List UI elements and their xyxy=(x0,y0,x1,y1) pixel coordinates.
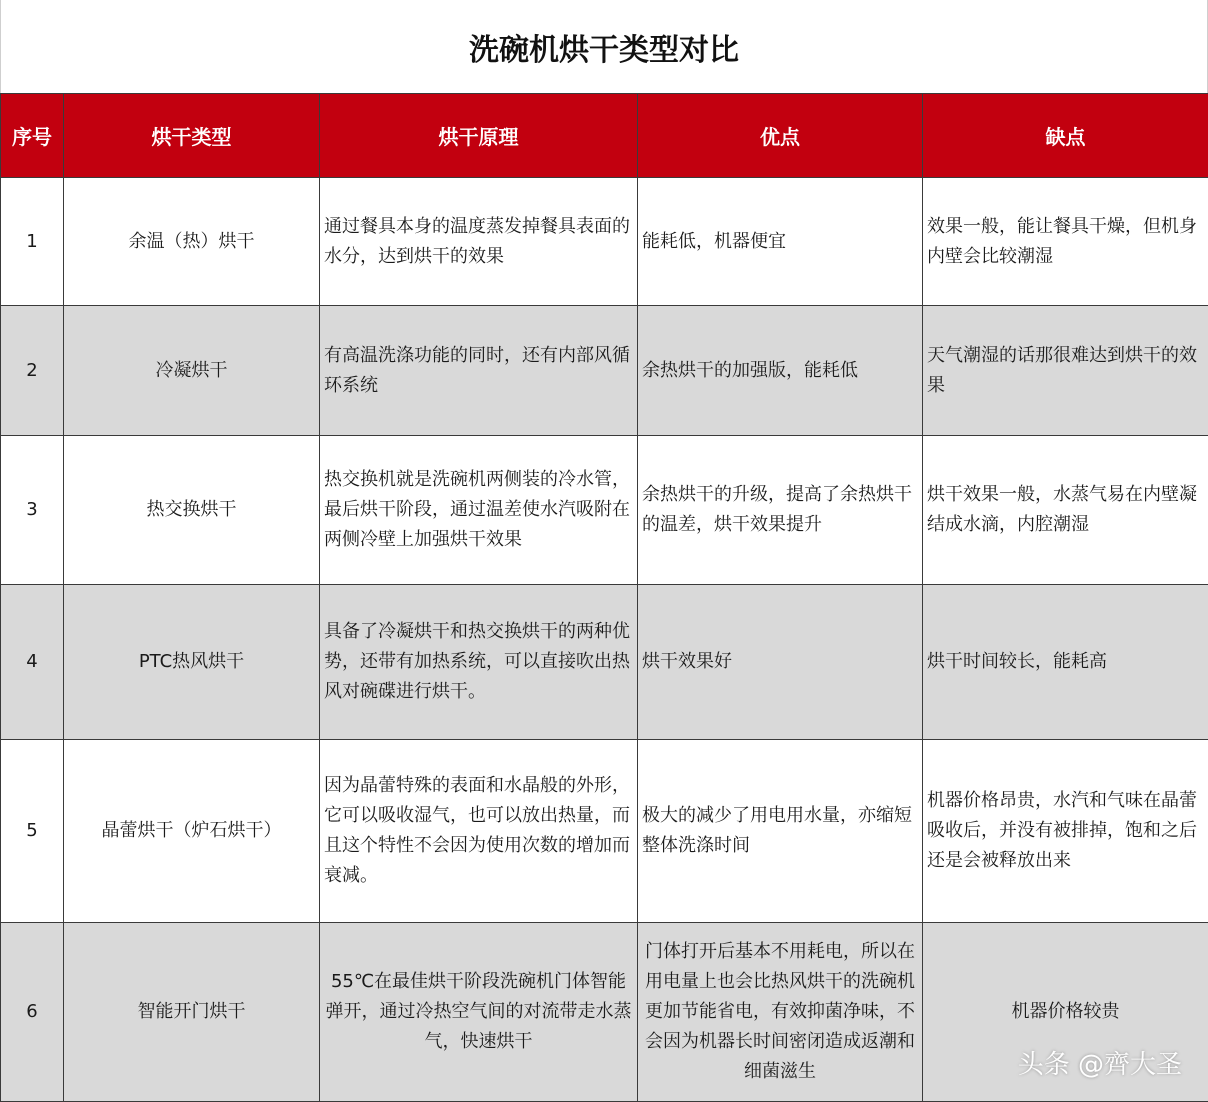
header-index: 序号 xyxy=(1,94,64,178)
row-principle: 55℃在最佳烘干阶段洗碗机门体智能弹开，通过冷热空气间的对流带走水蒸气，快速烘干 xyxy=(320,923,638,1102)
row-principle: 通过餐具本身的温度蒸发掉餐具表面的水分，达到烘干的效果 xyxy=(320,178,638,306)
row-cons: 烘干效果一般，水蒸气易在内壁凝结成水滴，内腔潮湿 xyxy=(923,436,1208,585)
table-row xyxy=(1,306,1208,436)
row-type: 余温（热）烘干 xyxy=(64,178,320,306)
row-type: 热交换烘干 xyxy=(64,436,320,585)
row-type: 冷凝烘干 xyxy=(64,306,320,436)
row-pros: 能耗低，机器便宜 xyxy=(638,178,923,306)
table-row xyxy=(1,436,1208,585)
row-cons: 烘干时间较长，能耗高 xyxy=(923,585,1208,740)
row-index: 5 xyxy=(1,740,64,923)
row-principle: 热交换机就是洗碗机两侧装的冷水管，最后烘干阶段，通过温差使水汽吸附在两侧冷壁上加强烘干效果 xyxy=(320,436,638,585)
table-row xyxy=(1,740,1208,923)
row-cons: 天气潮湿的话那很难达到烘干的效果 xyxy=(923,306,1208,436)
row-pros: 极大的减少了用电用水量，亦缩短整体洗涤时间 xyxy=(638,740,923,923)
row-index: 4 xyxy=(1,585,64,740)
header-pros: 优点 xyxy=(638,94,923,178)
row-principle: 因为晶蕾特殊的表面和水晶般的外形，它可以吸收湿气，也可以放出热量，而且这个特性不会因为使用次数的增加而衰减。 xyxy=(320,740,638,923)
table-row xyxy=(1,585,1208,740)
row-principle: 有高温洗涤功能的同时，还有内部风循环系统 xyxy=(320,306,638,436)
row-pros: 余热烘干的加强版，能耗低 xyxy=(638,306,923,436)
table-row xyxy=(1,178,1208,306)
row-pros: 烘干效果好 xyxy=(638,585,923,740)
row-cons: 机器价格昂贵，水汽和气味在晶蕾吸收后，并没有被排掉，饱和之后还是会被释放出来 xyxy=(923,740,1208,923)
header-cons: 缺点 xyxy=(923,94,1208,178)
row-type: PTC热风烘干 xyxy=(64,585,320,740)
row-pros: 余热烘干的升级，提高了余热烘干的温差，烘干效果提升 xyxy=(638,436,923,585)
row-index: 3 xyxy=(1,436,64,585)
header-type: 烘干类型 xyxy=(64,94,320,178)
row-cons: 机器价格较贵 xyxy=(923,923,1208,1102)
row-principle: 具备了冷凝烘干和热交换烘干的两种优势，还带有加热系统，可以直接吹出热风对碗碟进行烘干。 xyxy=(320,585,638,740)
header-principle: 烘干原理 xyxy=(320,94,638,178)
comparison-table xyxy=(0,93,1208,1102)
row-cons: 效果一般，能让餐具干燥，但机身内壁会比较潮湿 xyxy=(923,178,1208,306)
row-index: 6 xyxy=(1,923,64,1102)
page-title: 洗碗机烘干类型对比 xyxy=(0,0,1208,93)
row-pros: 门体打开后基本不用耗电，所以在用电量上也会比热风烘干的洗碗机更加节能省电，有效抑菌净味，不会因为机器长时间密闭造成返潮和细菌滋生 xyxy=(638,923,923,1102)
row-type: 智能开门烘干 xyxy=(64,923,320,1102)
watermark-credit: 头条 @齊大圣 xyxy=(1018,1044,1182,1081)
row-type: 晶蕾烘干（炉石烘干） xyxy=(64,740,320,923)
row-index: 2 xyxy=(1,306,64,436)
row-index: 1 xyxy=(1,178,64,306)
table-header-row xyxy=(1,94,1208,178)
